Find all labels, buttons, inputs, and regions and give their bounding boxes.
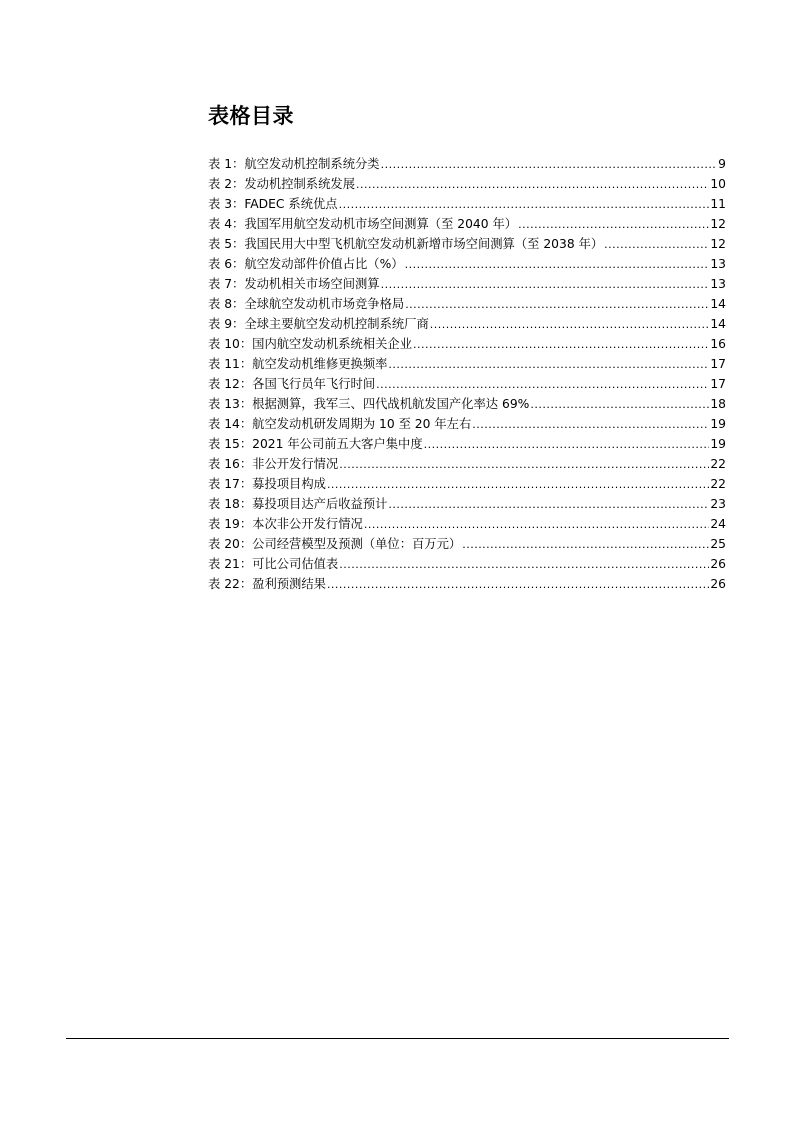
toc-entry-label: 表 16：非公开发行情况: [208, 457, 339, 471]
toc-entry-label: 表 19：本次非公开发行情况: [208, 517, 363, 531]
toc-leader: [388, 495, 709, 515]
toc-entry-page: 18: [710, 397, 726, 411]
toc-entry-page: 13: [710, 257, 726, 271]
toc-leader: [339, 195, 710, 215]
toc-entry-page: 25: [710, 537, 726, 551]
toc-entry[interactable]: [208, 174, 726, 194]
toc-entry-label: 表 14：航空发动机研发周期为 10 至 20 年左右: [208, 417, 472, 431]
toc-leader: [530, 395, 709, 415]
toc-entry-page: 14: [710, 297, 726, 311]
toc-entry-label: 表 2：发动机控制系统发展: [208, 177, 355, 191]
toc-entry-label: 表 6：航空发动部件价值占比（%）: [208, 257, 404, 271]
toc-entry[interactable]: [208, 554, 726, 574]
footer-divider: [66, 1038, 729, 1039]
toc-entry[interactable]: [208, 334, 726, 354]
toc-entry[interactable]: [208, 354, 726, 374]
toc-entry-label: 表 21：可比公司估值表: [208, 557, 339, 571]
toc-leader: [405, 255, 710, 275]
toc-entry-label: 表 1：航空发动机控制系统分类: [208, 157, 380, 171]
toc-entry[interactable]: [208, 274, 726, 294]
toc-entry[interactable]: [208, 534, 726, 554]
toc-entry-page: 16: [710, 337, 726, 351]
toc-entry-label: 表 3：FADEC 系统优点: [208, 197, 338, 211]
toc-entry-label: 表 5：我国民用大中型飞机航空发动机新增市场空间测算（至 2038 年）: [208, 237, 604, 251]
toc-leader: [462, 535, 709, 555]
toc-entry-label: 表 9：全球主要航空发动机控制系统厂商: [208, 317, 429, 331]
toc-leader: [364, 515, 710, 535]
toc-entry-label: 表 7：发动机相关市场空间测算: [208, 277, 380, 291]
toc-entry[interactable]: [208, 454, 726, 474]
toc-entry-page: 13: [710, 277, 726, 291]
toc-entry[interactable]: [208, 314, 726, 334]
toc-entry[interactable]: [208, 234, 726, 254]
toc-entry-page: 17: [710, 357, 726, 371]
toc-entry-label: 表 12：各国飞行员年飞行时间: [208, 377, 376, 391]
toc-entry[interactable]: [208, 194, 726, 214]
toc-entry[interactable]: [208, 474, 726, 494]
toc-entry-label: 表 8：全球航空发动机市场竞争格局: [208, 297, 405, 311]
toc-entry-label: 表 18：募投项目达产后收益预计: [208, 497, 388, 511]
toc-leader: [472, 415, 709, 435]
toc-leader: [405, 295, 709, 315]
toc-entry-page: 24: [710, 517, 726, 531]
toc-entry[interactable]: [208, 214, 726, 234]
toc-entry[interactable]: [208, 434, 726, 454]
toc-entry-page: 19: [710, 437, 726, 451]
toc-entry-page: 12: [710, 217, 726, 231]
toc-entry-label: 表 4：我国军用航空发动机市场空间测算（至 2040 年）: [208, 217, 518, 231]
toc-entry-page: 12: [710, 237, 726, 251]
toc-leader: [327, 475, 709, 495]
table-of-contents: [208, 154, 726, 594]
toc-leader: [388, 355, 709, 375]
toc-entry-label: 表 13：根据测算，我军三、四代战机航发国产化率达 69%: [208, 397, 530, 411]
toc-leader: [381, 275, 710, 295]
toc-entry[interactable]: [208, 294, 726, 314]
page-title: 表格目录: [208, 104, 294, 128]
toc-leader: [604, 235, 709, 255]
toc-entry-page: 11: [710, 197, 726, 211]
toc-leader: [376, 375, 709, 395]
toc-leader: [424, 435, 710, 455]
toc-entry[interactable]: [208, 394, 726, 414]
toc-leader: [518, 215, 709, 235]
toc-entry-page: 19: [710, 417, 726, 431]
toc-leader: [339, 555, 709, 575]
toc-entry-label: 表 22：盈利预测结果: [208, 577, 326, 591]
toc-entry-label: 表 10：国内航空发动机系统相关企业: [208, 337, 413, 351]
toc-entry[interactable]: [208, 254, 726, 274]
toc-entry[interactable]: [208, 154, 726, 174]
toc-entry-page: 22: [710, 457, 726, 471]
toc-entry-label: 表 20：公司经营模型及预测（单位：百万元）: [208, 537, 462, 551]
toc-leader: [430, 315, 710, 335]
toc-entry-label: 表 11：航空发动机维修更换频率: [208, 357, 388, 371]
toc-leader: [356, 175, 709, 195]
toc-leader: [339, 455, 709, 475]
toc-entry-page: 9: [718, 157, 726, 171]
toc-entry[interactable]: [208, 414, 726, 434]
toc-entry-page: 26: [710, 577, 726, 591]
toc-entry-page: 14: [710, 317, 726, 331]
toc-leader: [327, 575, 709, 595]
toc-entry-page: 17: [710, 377, 726, 391]
toc-entry-page: 10: [710, 177, 726, 191]
toc-leader: [381, 155, 718, 175]
toc-entry[interactable]: [208, 494, 726, 514]
toc-leader: [413, 335, 709, 355]
toc-entry-label: 表 15：2021 年公司前五大客户集中度: [208, 437, 423, 451]
toc-entry-page: 26: [710, 557, 726, 571]
toc-entry[interactable]: [208, 374, 726, 394]
toc-entry[interactable]: [208, 514, 726, 534]
toc-entry-page: 22: [710, 477, 726, 491]
toc-entry-label: 表 17：募投项目构成: [208, 477, 326, 491]
toc-entry[interactable]: [208, 574, 726, 594]
toc-entry-page: 23: [710, 497, 726, 511]
